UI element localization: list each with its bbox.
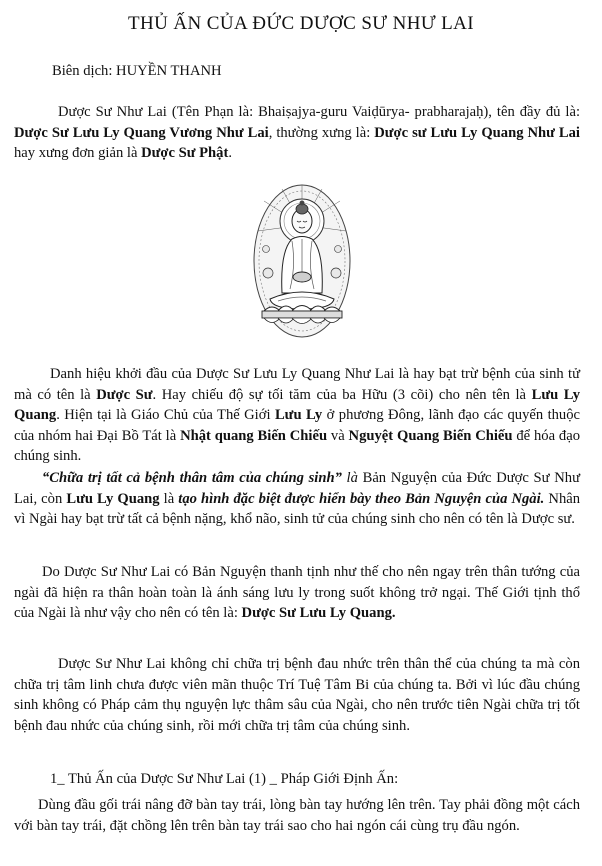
p1-bold: Dược Sư bbox=[96, 386, 153, 403]
p5-text: Dùng đầu gối trái nâng đỡ bàn tay trái, lòng bàn tay hướng lên trên. Tay phải đồng một cách với bàn tay trái, đặt chồng lên trên bàn tay trái sao cho hai ngón cái cùng trụ đầu ngón. bbox=[14, 797, 580, 834]
p1-text: . Hay chiếu độ sự tối tăm của ba Hữu (3 cõi) cho nên tên là bbox=[152, 386, 532, 403]
p2-text: Bản Nguyện của Đức Dược Sư Như Lai, còn bbox=[14, 470, 580, 507]
intro-bold: Dược Sư Lưu Ly Quang Vương Như Lai bbox=[14, 124, 269, 141]
p2-italic: là bbox=[341, 470, 363, 486]
intro-bold: Dược sư Lưu Ly Quang Như Lai bbox=[374, 124, 580, 141]
intro-text: hay xưng đơn giản là bbox=[14, 145, 142, 161]
p3-bold: Dược Sư Lưu Ly Quang. bbox=[241, 605, 396, 621]
p1-text: Danh hiệu khởi đầu của Dược Sư Lưu Ly Quang Như Lai là hay bạt trừ bệnh của sinh tử mà có tên là bbox=[14, 366, 580, 403]
paragraph-2 bbox=[14, 468, 580, 530]
p1-bold: Lưu Ly Quang bbox=[14, 386, 580, 423]
intro-text: . bbox=[228, 145, 232, 161]
p1-text: ở phương Đông, lãnh đạo các quyến thuộc của nhóm hai Đại Bồ Tát là bbox=[14, 407, 580, 444]
p1-bold: Lưu Ly bbox=[274, 407, 323, 423]
p4-text: Dược Sư Như Lai không chỉ chữa trị bệnh đau nhức trên thân thể của chúng ta mà còn chữa trị tâm linh chưa được viên mãn thuộc Trí Tuệ Tâm Bi của chúng ta. Bởi vì lúc đầu chúng sinh không có Pháp cảm thụ nguyện lực thâm sâu của Ngài, cho nên trước tiên Ngài chữa trị tốt bệnh đau nhức của chúng sinh, rồi mới chữa trị tâm của chúng sinh. bbox=[14, 656, 580, 734]
p1-text: để hóa đạo chúng sinh. bbox=[14, 427, 580, 464]
p1-bold: Nhật quang Biến Chiếu bbox=[180, 427, 328, 444]
translator-line: Biên dịch: HUYỀN THANH bbox=[52, 63, 222, 79]
buddha-illustration-icon bbox=[252, 181, 352, 339]
intro-paragraph bbox=[14, 102, 580, 164]
paragraph-5 bbox=[14, 795, 580, 836]
p1-text: . Hiện tại là Giáo Chủ của Thế Giới bbox=[56, 407, 275, 423]
p2-text: Nhân vì Ngài hay bạt trừ tất cả bệnh nặng, khổ não, sinh tử của chúng sinh cho nên có tên là Dược sư. bbox=[14, 490, 581, 527]
p2-text: là bbox=[159, 490, 179, 507]
p2-bold-italic: “Chữa trị tất cả bệnh thân tâm của chúng sinh” bbox=[42, 470, 342, 486]
section-1-title: 1_ Thủ Ấn của Dược Sư Như Lai (1) _ Pháp Giới Định Ấn: bbox=[50, 771, 399, 787]
buddha-image bbox=[252, 181, 352, 339]
intro-bold: Dược Sư Phật bbox=[141, 145, 229, 161]
paragraph-4 bbox=[14, 654, 580, 736]
p1-text: và bbox=[327, 427, 349, 444]
p2-bold: Lưu Ly Quang bbox=[66, 490, 160, 507]
intro-text: , thường xưng là: bbox=[268, 124, 375, 141]
paragraph-3 bbox=[14, 562, 580, 624]
p2-bold-italic: tạo hình đặc biệt được hiển bày theo Bản Nguyện của Ngài. bbox=[178, 490, 545, 507]
p1-bold: Nguyệt Quang Biến Chiếu bbox=[348, 427, 513, 444]
page-title: THỦ ẤN CỦA ĐỨC DƯỢC SƯ NHƯ LAI bbox=[128, 13, 474, 34]
intro-text: Dược Sư Như Lai (Tên Phạn là: Bhaiṣajya-guru Vaiḍūrya- prabharajaḥ), tên đầy đủ là: bbox=[58, 104, 580, 120]
paragraph-1 bbox=[14, 364, 580, 467]
p3-text: Do Dược Sư Như Lai có Bản Nguyện thanh tịnh như thế cho nên ngay trên thân tướng của ngài đã hiện ra thân hoàn toàn là ánh sáng lưu ly trong suốt không trở ngại. Thế Giới tịnh thổ của Ngài là như vậy cho nên có tên là: bbox=[14, 564, 580, 621]
